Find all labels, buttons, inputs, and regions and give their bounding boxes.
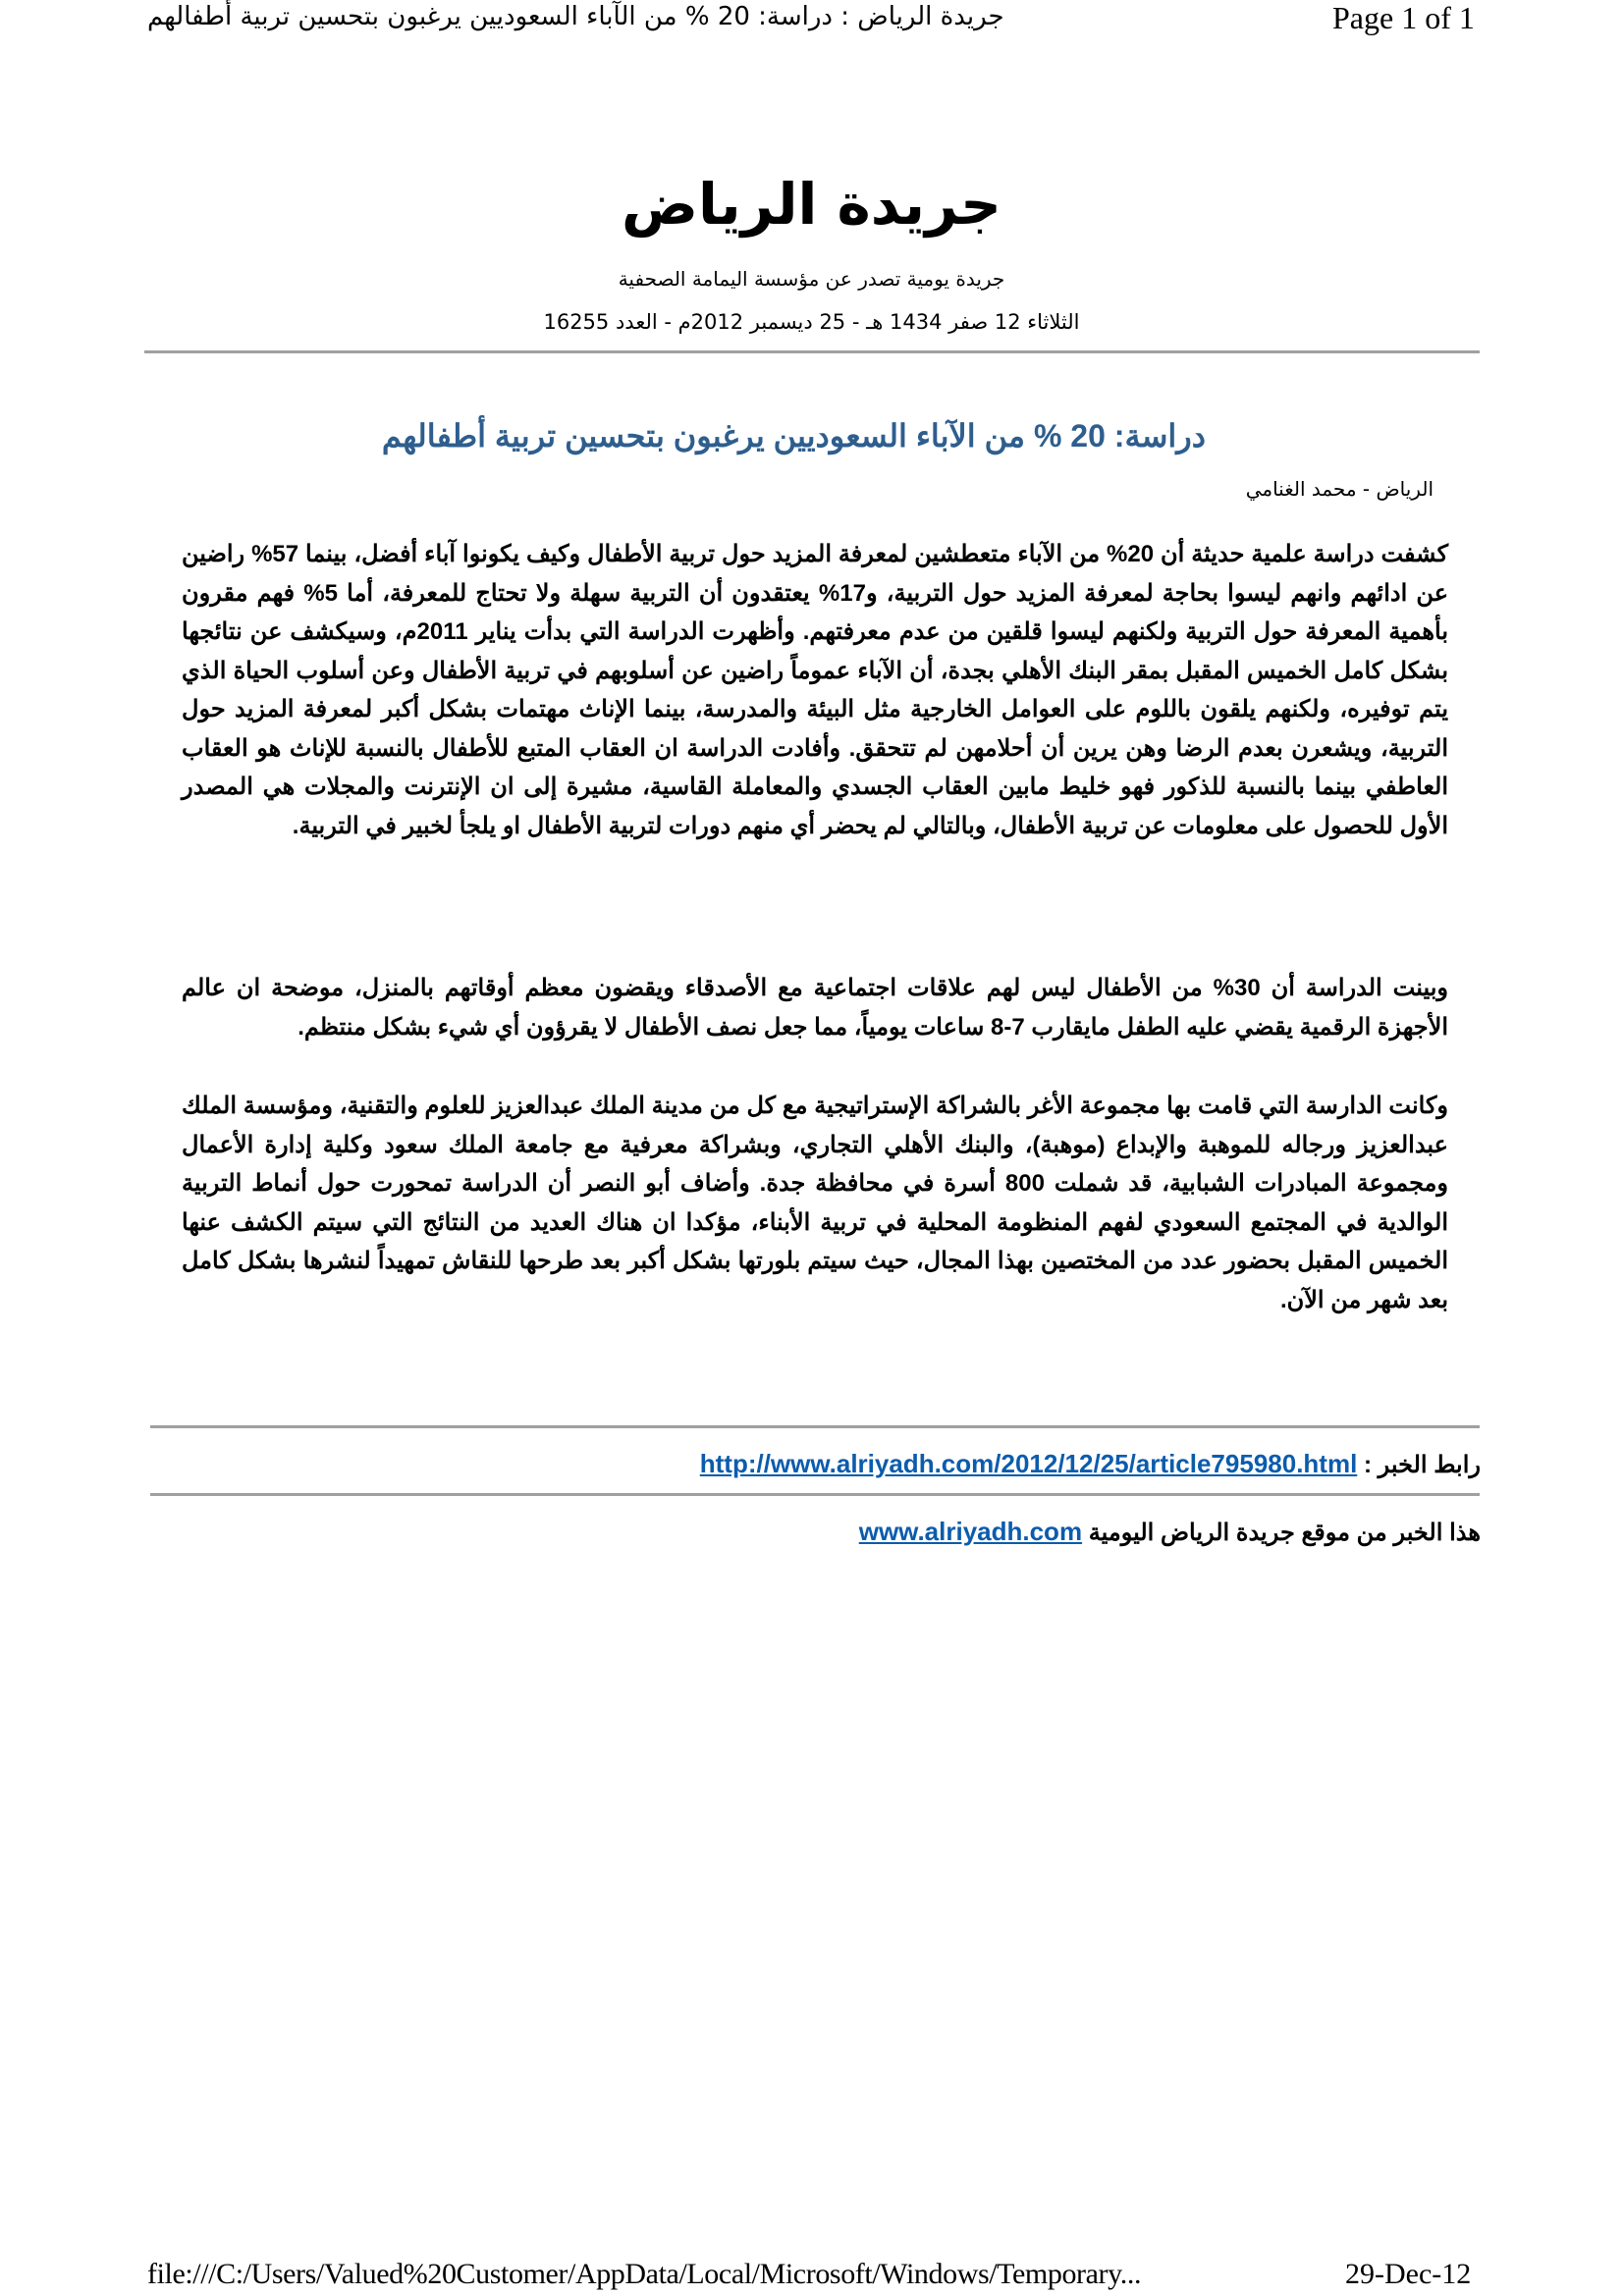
- article-paragraph: وكانت الدارسة التي قامت بها مجموعة الأغر بالشراكة الإستراتيجية مع كل من مدينة الملك عبدالعزيز للعلوم والتقنية، ومؤسسة الملك عبدالعزيز ورجاله للموهبة والإبداع (موهبة)، والبنك الأهلي التجاري، وبشراكة معرفية مع جامعة الملك سعود وكلية إدارة الأعمال ومجموعة المبادرات الشبابية، قد شملت 800 أسرة في محافظة جدة. وأضاف أبو النصر أن الدراسة تمحورت حول أنماط التربية الوالدية في المجتمع السعودي لفهم المنظومة المحلية في تربية الأبناء، مؤكدا ان هناك العديد من النتائج التي سيتم الكشف عنها الخميس المقبل بحضور عدد من المختصين بهذا المجال، حيث سيتم بلورتها بشكل أكبر بعد طرحها للنقاش تمهيداً لنشرها بشكل كامل بعد شهر من الآن.: [182, 1093, 1449, 1313]
- link-divider-top: [150, 1425, 1480, 1428]
- article-body: [182, 1087, 1448, 1319]
- issue-dateline: الثلاثاء 12 صفر 1434 هـ - 25 ديسمبر 2012م - العدد 16255: [543, 310, 1080, 334]
- article-paragraph: كشفت دراسة علمية حديثة أن 20% من الآباء متعطشين لمعرفة المزيد حول تربية الأطفال وكيف يكونوا آباء أفضل، بينما 57% راضين عن ادائهم وانهم ليسوا بحاجة لمعرفة المزيد حول التربية، و17% يعتقدون أن التربية سهلة ولا تحتاج للمعرفة، أما 5% فهم مقرون بأهمية المعرفة حول التربية ولكنهم ليسوا قلقين من عدم معرفتهم. وأظهرت الدراسة التي بدأت يناير 2011م، وسيكشف عن نتائجها بشكل كامل الخميس المقبل بمقر البنك الأهلي بجدة، أن الآباء عموماً راضين عن أسلوبهم في تربية الأطفال وعن أسلوب الحياة الذي يتم توفيره، ولكنهم يلقون باللوم على العوامل الخارجية مثل البيئة والمدرسة، بينما الإناث مهتمات بشكل أكبر لمعرفة المزيد حول التربية، ويشعرن بعدم الرضا وهن يرين أن أحلامهن لم تتحقق. وأفادت الدراسة ان العقاب المتبع للأطفال بالنسبة للإناث هو العقاب العاطفي بينما بالنسبة للذكور فهو خليط مابين العقاب الجسدي والمعاملة القاسية، مشيرة إلى ان الإنترنت والمجلات هي المصدر الأول للحصول على معلومات عن تربية الأطفال، وبالتالي لم يحضر أي منهم دورات لتربية الأطفال او يلجأ لخبير في التربية.: [182, 541, 1449, 839]
- print-footer: [0, 2258, 1623, 2296]
- article-url-link[interactable]: http://www.alriyadh.com/2012/12/25/article795980.html: [699, 1449, 1358, 1478]
- newspaper-tagline: جريدة يومية تصدر عن مؤسسة اليمامة الصحفية: [618, 267, 1005, 291]
- page-indicator: Page 1 of 1: [1332, 0, 1475, 35]
- article-body: [182, 969, 1448, 1046]
- source-site-link[interactable]: www.alriyadh.com: [858, 1517, 1083, 1546]
- print-header: [0, 0, 1623, 43]
- print-document-title: جريدة الرياض : دراسة: 20 % من الآباء السعوديين يرغبون بتحسين تربية أطفالهم: [147, 2, 1004, 31]
- article-link-row: [295, 1449, 1481, 1479]
- print-date: 29-Dec-12: [1345, 2258, 1472, 2290]
- article-link-label: رابط الخبر :: [1363, 1452, 1481, 1478]
- article-body: [182, 535, 1448, 845]
- source-label: هذا الخبر من موقع جريدة الرياض اليومية: [1088, 1520, 1481, 1546]
- article-paragraph: وبينت الدراسة أن 30% من الأطفال ليس لهم علاقات اجتماعية مع الأصدقاء ويقضون معظم أوقاتهم بالمنزل، موضحة ان عالم الأجهزة الرقمية يقضي عليه الطفل مايقارب 7-8 ساعات يومياً، مما جعل نصف الأطفال لا يقرؤون أي شيء بشكل منتظم.: [182, 975, 1448, 1041]
- article-byline: الرياض - محمد الغنامي: [1245, 477, 1434, 501]
- masthead-divider: [144, 350, 1480, 353]
- source-link-row: [295, 1517, 1481, 1547]
- link-divider-bottom: [150, 1493, 1480, 1496]
- print-file-path: file:///C:/Users/Valued%20Customer/AppData/Local/Microsoft/Windows/Temporary...: [147, 2258, 1142, 2290]
- newspaper-name: جريدة الرياض: [622, 171, 1001, 238]
- article-headline: دراسة: 20 % من الآباء السعوديين يرغبون بتحسين تربية أطفالهم: [381, 418, 1206, 454]
